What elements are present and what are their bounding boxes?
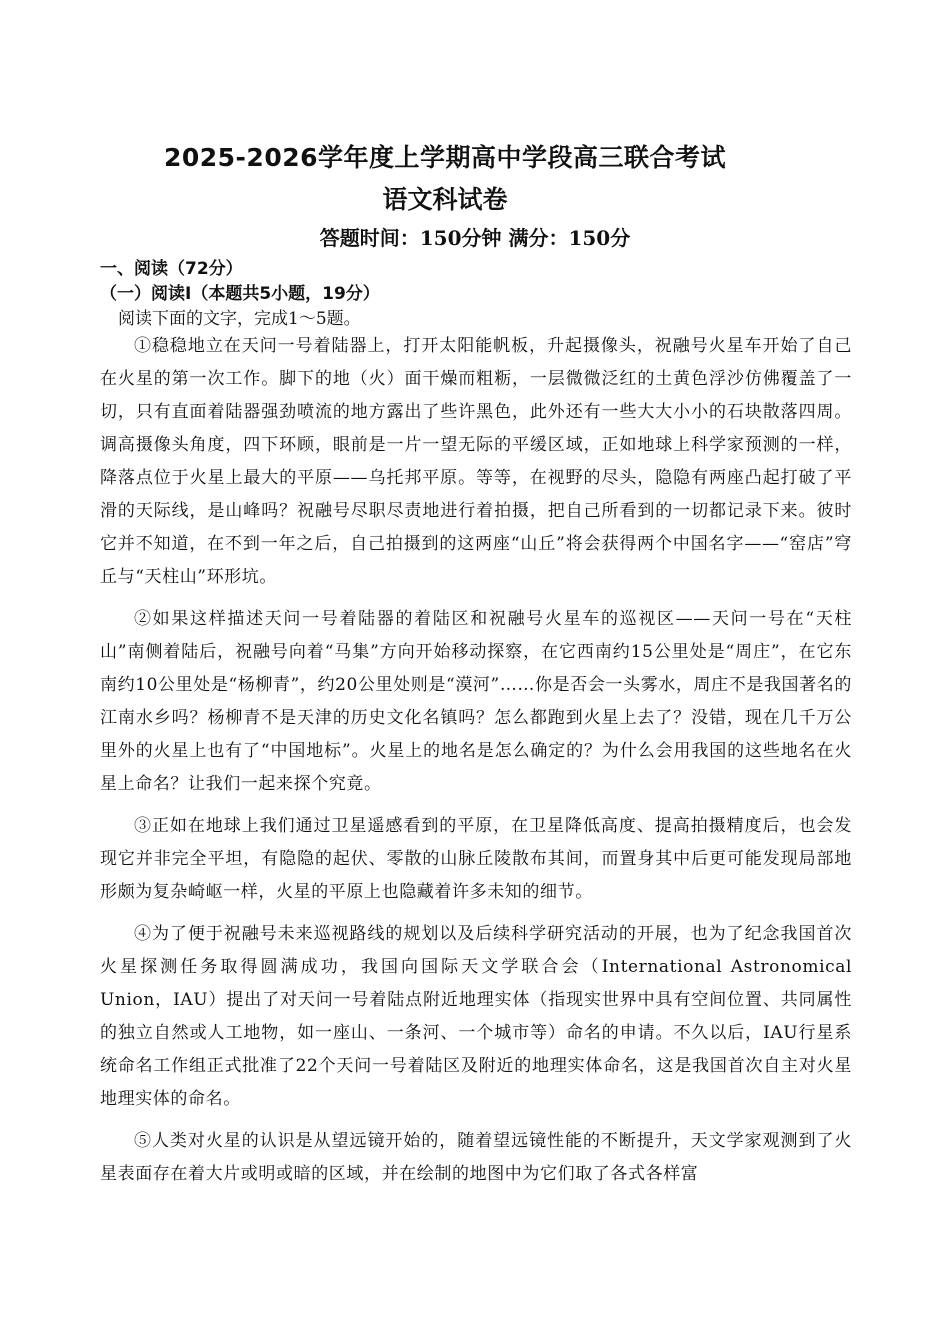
section-heading-reading: 一、阅读（72分） (100, 259, 243, 279)
passage-paragraph-2: ②如果这样描述天问一号着陆器的着陆区和祝融号火星车的巡视区——天问一号在“天柱山”南侧着陆后，祝融号向着“马集”方向开始移动探察，在它西南约15公里处是“周庄”，在它东南约10公里处是“杨柳青”，约20公里处则是“漠河”……你是否会一头雾水，周庄不是我国著名的江南水乡吗？杨柳青不是天津的历史文化名镇吗？怎么都跑到火星上去了？没错，现在几千万公里外的火星上也有了“中国地标”。火星上的地名是怎么确定的？为什么会用我国的这些地名在火星上命名？让我们一起来探个究竟。 (100, 609, 852, 794)
exam-subtitle: 语文科试卷 (382, 185, 508, 214)
passage-paragraph-3: ③正如在地球上我们通过卫星遥感看到的平原，在卫星降低高度、提高拍摄精度后，也会发现它并非完全平坦，有隐隐的起伏、零散的山脉丘陵散布其间，而置身其中后更可能发现局部地形颇为复杂崎岖一样，火星的平原上也隐藏着许多未知的细节。 (100, 816, 852, 902)
passage-paragraph-1: ①稳稳地立在天问一号着陆器上，打开太阳能帆板，升起摄像头，祝融号火星车开始了自己在火星的第一次工作。脚下的地（火）面干燥而粗粝，一层微微泛红的土黄色浮沙仿佛覆盖了一切，只有直面着陆器强劲喷流的地方露出了些许黑色，此外还有一些大大小小的石块散落四周。调高摄像头角度，四下环顾，眼前是一片一望无际的平缓区域，正如地球上科学家预测的一样，降落点位于火星上最大的平原——乌托邦平原。等等，在视野的尽头，隐隐有两座凸起打破了平滑的天际线，是山峰吗？祝融号尽职尽责地进行着拍摄，把自己所看到的一切都记录下来。彼时它并不知道，在不到一年之后，自己拍摄到的这两座“山丘”将会获得两个中国名字——“窑店”穹丘与“天柱山”环形坑。 (100, 336, 852, 587)
subsection-heading-reading-1: （一）阅读I（本题共5小题，19分） (100, 284, 380, 304)
reading-passage (100, 330, 852, 1200)
exam-title: 2025-2026学年度上学期高中学段高三联合考试 (163, 143, 727, 172)
exam-time-score-info: 答题时间：150分钟 满分：150分 (319, 226, 631, 250)
passage-paragraph-4: ④为了便于祝融号未来巡视路线的规划以及后续科学研究活动的开展，也为了纪念我国首次火星探测任务取得圆满成功，我国向国际天文学联合会（International Astronomical Union，IAU）提出了对天问一号着陆点附近地理实体（指现实世界中具有空间位置、共同属性的独立自然或人工地物，如一座山、一条河、一个城市等）命名的申请。不久以后，IAU行星系统命名工作组正式批准了22个天问一号着陆区及附近的地理实体命名，这是我国首次自主对火星地理实体的命名。 (100, 924, 852, 1109)
reading-instruction: 阅读下面的文字，完成1～5题。 (118, 309, 361, 329)
passage-paragraph-5: ⑤人类对火星的认识是从望远镜开始的，随着望远镜性能的不断提升，天文学家观测到了火星表面存在着大片或明或暗的区域，并在绘制的地图中为它们取了各式各样富 (100, 1131, 852, 1184)
